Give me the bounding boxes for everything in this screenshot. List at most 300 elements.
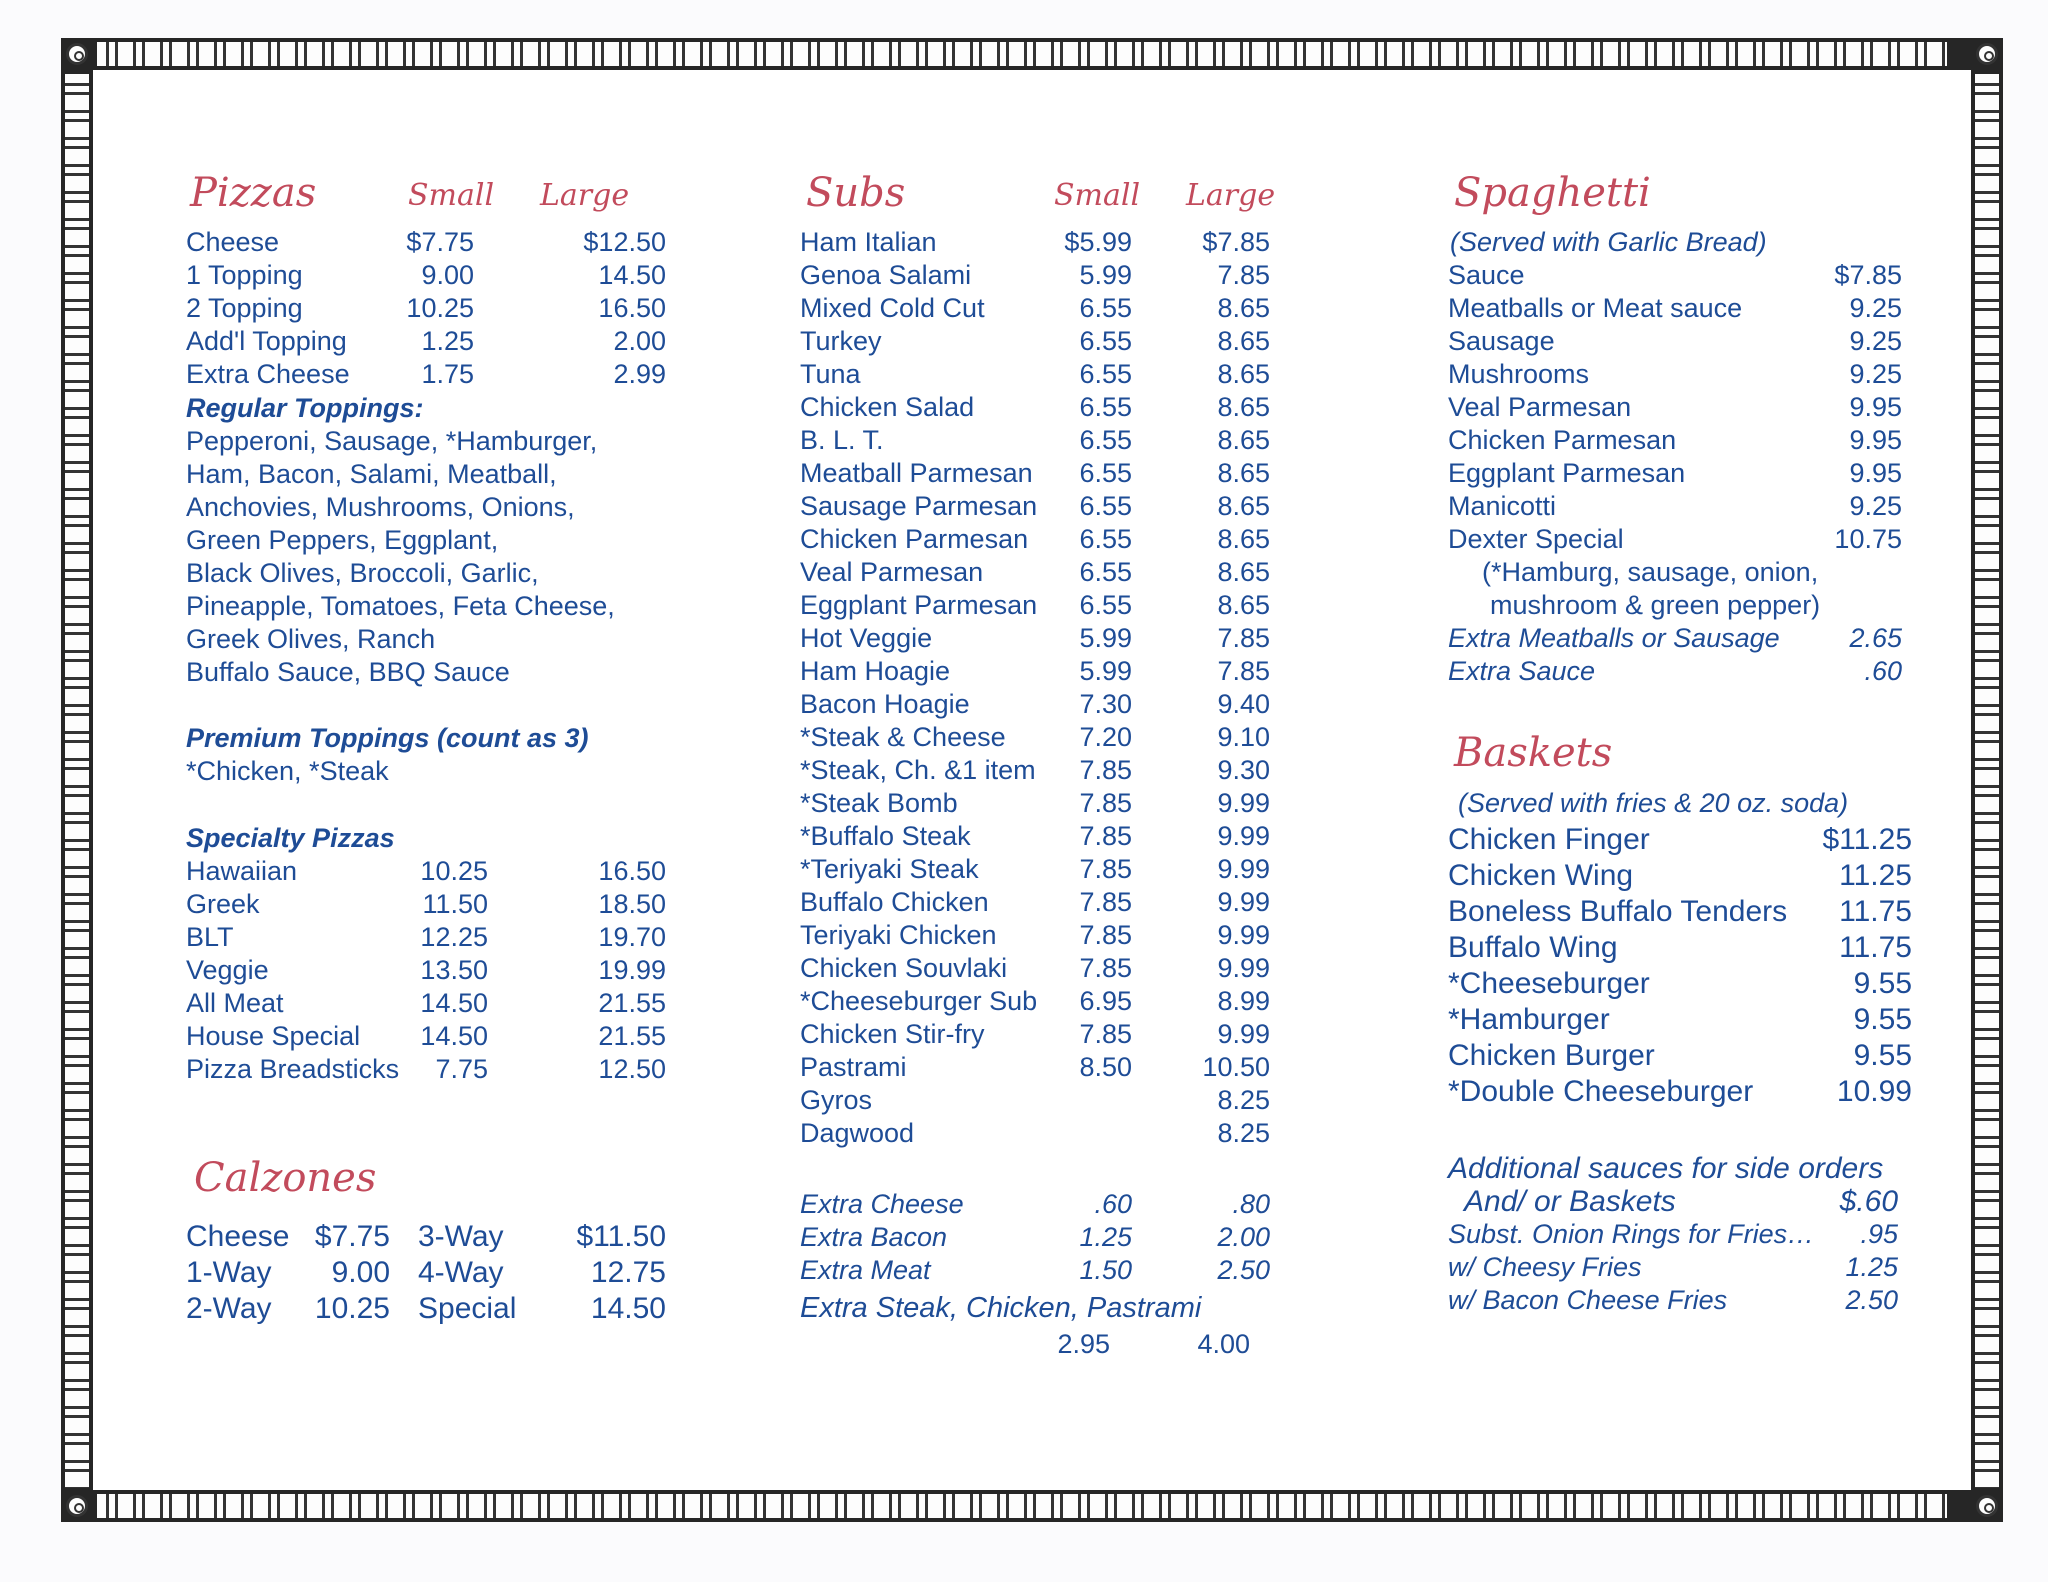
item-price: $11.50 <box>576 1220 666 1253</box>
item-name: Greek <box>186 889 260 919</box>
small-price: 7.75 <box>435 1054 488 1084</box>
extra-steak-prices <box>1050 1328 1250 1361</box>
menu-item-row <box>800 358 1280 391</box>
item-name: Extra Cheese <box>186 359 350 389</box>
menu-item-row <box>1448 1002 1928 1038</box>
menu-item-row <box>1448 1038 1928 1074</box>
dexter-special-note: (*Hamburg, sausage, onion, <box>1482 557 1819 587</box>
item-name: *Buffalo Steak <box>800 821 971 851</box>
small-price: 7.85 <box>1079 788 1132 818</box>
menu-item-row <box>1448 858 1928 894</box>
specialty-price-list <box>186 855 686 1086</box>
item-price: 9.25 <box>1849 293 1902 323</box>
small-price: 13.50 <box>420 955 488 985</box>
large-price: 2.00 <box>613 326 666 356</box>
large-price: 2.99 <box>613 359 666 389</box>
menu-item-row <box>800 424 1280 457</box>
item-name: And/ or Baskets <box>1464 1185 1676 1218</box>
item-name: All Meat <box>186 988 284 1018</box>
menu-item-row <box>800 391 1280 424</box>
specialty-pizzas-title: Specialty Pizzas <box>186 823 395 853</box>
menu-item-row <box>800 1018 1280 1051</box>
large-price: 8.65 <box>1217 590 1270 620</box>
small-price: 7.85 <box>1079 953 1132 983</box>
item-price: 10.99 <box>1836 1075 1912 1108</box>
extra-steak-label: Extra Steak, Chicken, Pastrami <box>800 1292 1202 1324</box>
dexter-special-note: mushroom & green pepper) <box>1490 590 1821 620</box>
small-price: 6.55 <box>1079 359 1132 389</box>
large-price: .80 <box>1232 1189 1270 1219</box>
item-name: Sauce <box>1448 260 1525 290</box>
item-name: Extra Sauce <box>1448 656 1596 686</box>
item-name: Extra Meat <box>800 1255 931 1285</box>
item-name: *Teriyaki Steak <box>800 854 979 884</box>
item-name: Genoa Salami <box>800 260 972 290</box>
item-name: w/ Bacon Cheese Fries <box>1448 1285 1728 1315</box>
item-name: B. L. T. <box>800 425 884 455</box>
menu-item-row <box>186 987 686 1020</box>
item-name: Manicotti <box>1448 491 1557 521</box>
menu-item-row <box>1448 325 1928 358</box>
item-name: Dagwood <box>800 1118 915 1148</box>
small-price: 1.25 <box>1079 1222 1132 1252</box>
menu-item-row <box>800 688 1280 721</box>
small-price: 6.55 <box>1079 293 1132 323</box>
item-name: Bacon Hoagie <box>800 689 970 719</box>
menu-item-row <box>186 954 686 987</box>
menu-item-row <box>800 1221 1280 1254</box>
large-price: 18.50 <box>598 889 666 919</box>
item-price: .95 <box>1860 1219 1898 1249</box>
menu-item-row <box>800 325 1280 358</box>
menu-item-row <box>186 921 686 954</box>
small-price: 9.00 <box>421 260 474 290</box>
spaghetti-extras-list <box>1448 622 1928 688</box>
item-name: *Steak, Ch. &1 item <box>800 755 1036 785</box>
topping-line: Pineapple, Tomatoes, Feta Cheese, <box>186 591 615 621</box>
large-price: 19.70 <box>598 922 666 952</box>
menu-item-row <box>186 259 686 292</box>
regular-toppings-title: Regular Toppings: <box>186 393 424 423</box>
item-price: 11.25 <box>1839 859 1912 892</box>
item-name: Veal Parmesan <box>800 557 984 587</box>
item-name: 1 Topping <box>186 260 303 290</box>
large-price: 8.99 <box>1217 986 1270 1016</box>
menu-item-row <box>800 820 1280 853</box>
item-name: House Special <box>186 1021 361 1051</box>
menu-item-row <box>1448 966 1928 1002</box>
large-price: 9.10 <box>1217 722 1270 752</box>
small-price: $7.75 <box>406 227 474 257</box>
item-price: 14.50 <box>590 1292 666 1325</box>
spaghetti-note: (Served with Garlic Bread) <box>1450 227 1767 257</box>
large-price: 19.99 <box>598 955 666 985</box>
pizzas-column <box>186 170 686 1320</box>
small-price: 7.85 <box>1079 920 1132 950</box>
menu-item-row <box>800 952 1280 985</box>
specialty-pizzas <box>186 822 686 1086</box>
item-name: Boneless Buffalo Tenders <box>1448 895 1788 928</box>
item-name: Hawaiian <box>186 856 298 886</box>
item-name: Ham Italian <box>800 227 937 257</box>
menu-item-row <box>1448 424 1928 457</box>
small-price: 6.55 <box>1079 557 1132 587</box>
large-column-header: Large <box>540 178 630 213</box>
menu-item-row <box>800 1188 1280 1221</box>
small-price: 1.75 <box>421 359 474 389</box>
item-name: Veal Parmesan <box>1448 392 1632 422</box>
item-name: *Double Cheeseburger <box>1448 1075 1754 1108</box>
item-name: Subst. Onion Rings for Fries… <box>1448 1219 1815 1249</box>
large-price: 2.50 <box>1217 1255 1270 1285</box>
topping-line: Pepperoni, Sausage, *Hamburger, <box>186 426 598 456</box>
item-price: 9.55 <box>1853 1003 1912 1036</box>
small-price: 7.85 <box>1079 821 1132 851</box>
small-price: 5.99 <box>1079 260 1132 290</box>
menu-item-row <box>800 556 1280 589</box>
menu-item-row <box>800 754 1280 787</box>
menu-item-row <box>186 1020 686 1053</box>
menu-item-row <box>186 1053 686 1086</box>
large-price: 21.55 <box>598 988 666 1018</box>
small-price: 6.55 <box>1079 326 1132 356</box>
large-price: $7.85 <box>1202 227 1270 257</box>
menu-item-row <box>1448 930 1928 966</box>
menu-item-row <box>800 985 1280 1018</box>
large-price: 9.99 <box>1217 887 1270 917</box>
topping-line: Green Peppers, Eggplant, <box>186 525 499 555</box>
calzone-row <box>186 1255 686 1291</box>
item-name: Hot Veggie <box>800 623 933 653</box>
large-price: 16.50 <box>598 856 666 886</box>
menu-item-row <box>1448 655 1928 688</box>
item-price: 12.75 <box>590 1256 666 1289</box>
menu-item-row <box>800 853 1280 886</box>
large-price: 2.00 <box>1217 1222 1270 1252</box>
item-name: Sausage <box>1448 326 1555 356</box>
pizzas-title: Pizzas <box>190 170 317 216</box>
large-price: 8.65 <box>1217 458 1270 488</box>
large-price: 7.85 <box>1217 260 1270 290</box>
item-name: Meatball Parmesan <box>800 458 1033 488</box>
item-name: Chicken Finger <box>1448 823 1650 856</box>
item-name: Mixed Cold Cut <box>800 293 985 323</box>
small-price: 5.99 <box>1079 623 1132 653</box>
menu-item-row <box>800 622 1280 655</box>
item-name: 2-Way <box>186 1292 272 1325</box>
subs-title: Subs <box>806 170 906 216</box>
small-price: .60 <box>1094 1189 1132 1219</box>
item-price: $7.75 <box>314 1220 390 1253</box>
item-name: Eggplant Parmesan <box>800 590 1038 620</box>
subs-column <box>800 170 1280 1370</box>
large-price: 7.85 <box>1217 623 1270 653</box>
menu-item-row <box>186 226 686 259</box>
regular-toppings-list <box>186 425 686 689</box>
item-name: *Cheeseburger <box>1448 967 1650 1000</box>
calzones-section <box>186 1155 686 1325</box>
item-price: 9.25 <box>1849 359 1902 389</box>
additional-sides-section <box>1448 1152 1928 1332</box>
small-price: 7.85 <box>1079 887 1132 917</box>
premium-toppings <box>186 722 686 788</box>
item-name: Dexter Special <box>1448 524 1624 554</box>
small-price: 5.99 <box>1079 656 1132 686</box>
calzone-row <box>186 1291 686 1327</box>
small-column-header: Small <box>408 178 495 213</box>
large-price: 7.85 <box>1217 656 1270 686</box>
menu-item-row <box>800 523 1280 556</box>
menu-item-row <box>1448 391 1928 424</box>
spaghetti-title: Spaghetti <box>1454 170 1651 216</box>
menu-item-row <box>1448 1074 1928 1110</box>
baskets-note: (Served with fries & 20 oz. soda) <box>1458 788 1849 818</box>
large-price: 8.65 <box>1217 524 1270 554</box>
spaghetti-price-list <box>1448 259 1928 556</box>
small-price: 14.50 <box>420 1021 488 1051</box>
item-name: Chicken Stir-fry <box>800 1019 985 1049</box>
large-price: 8.65 <box>1217 491 1270 521</box>
item-name: Turkey <box>800 326 882 356</box>
large-price: 10.50 <box>1202 1052 1270 1082</box>
menu-item-row <box>1448 490 1928 523</box>
large-price: 9.99 <box>1217 920 1270 950</box>
item-name: 2 Topping <box>186 293 303 323</box>
item-price: .60 <box>1864 656 1902 686</box>
large-price: 9.99 <box>1217 1019 1270 1049</box>
topping-line: Anchovies, Mushrooms, Onions, <box>186 492 575 522</box>
menu-item-row <box>186 888 686 921</box>
item-name: *Cheeseburger Sub <box>800 986 1038 1016</box>
additional-sauces-row <box>1448 1185 1928 1218</box>
item-name: Cheese <box>186 227 280 257</box>
item-price: 9.95 <box>1849 392 1902 422</box>
item-price: 2.65 <box>1849 623 1902 653</box>
menu-item-row <box>1448 1284 1928 1317</box>
small-price: 1.50 <box>1079 1255 1132 1285</box>
menu-item-row <box>1448 1218 1928 1251</box>
menu-item-row <box>800 1084 1280 1117</box>
menu-item-row <box>1448 358 1928 391</box>
item-price: 11.75 <box>1839 895 1912 928</box>
greek-key-border-right <box>1975 74 1999 1488</box>
item-name: *Hamburger <box>1448 1003 1610 1036</box>
corner-ornament-icon <box>1976 1495 1998 1517</box>
item-name: Buffalo Wing <box>1448 931 1618 964</box>
item-name: Chicken Parmesan <box>1448 425 1677 455</box>
item-price: 11.75 <box>1839 931 1912 964</box>
menu-item-row <box>800 886 1280 919</box>
large-price: 8.65 <box>1217 326 1270 356</box>
menu-item-row <box>186 855 686 888</box>
menu-item-row <box>1448 894 1928 930</box>
menu-item-row <box>800 589 1280 622</box>
item-name: 4-Way <box>418 1256 504 1289</box>
menu-item-row <box>186 358 686 391</box>
large-price: 16.50 <box>598 293 666 323</box>
small-price: 6.55 <box>1079 392 1132 422</box>
large-price: 8.65 <box>1217 425 1270 455</box>
item-name: Tuna <box>800 359 861 389</box>
item-price: 10.75 <box>1834 524 1902 554</box>
item-name: Pastrami <box>800 1052 907 1082</box>
calzone-row <box>186 1219 686 1255</box>
menu-item-row <box>800 1051 1280 1084</box>
corner-ornament-icon <box>66 1495 88 1517</box>
menu-item-row <box>1448 457 1928 490</box>
item-name: Sausage Parmesan <box>800 491 1038 521</box>
small-price: 6.55 <box>1079 590 1132 620</box>
item-name: *Steak & Cheese <box>800 722 1006 752</box>
additional-sides-list <box>1448 1218 1928 1317</box>
item-name: *Steak Bomb <box>800 788 958 818</box>
premium-toppings-title: Premium Toppings (count as 3) <box>186 723 589 753</box>
item-name: Pizza Breadsticks <box>186 1054 400 1084</box>
large-price: 8.65 <box>1217 293 1270 323</box>
item-name: Buffalo Chicken <box>800 887 989 917</box>
item-name: Veggie <box>186 955 269 985</box>
menu-item-row <box>800 1117 1280 1150</box>
regular-toppings <box>186 392 686 689</box>
item-price: $7.85 <box>1834 260 1902 290</box>
large-price: 9.99 <box>1217 821 1270 851</box>
menu-item-row <box>800 490 1280 523</box>
small-price: 1.25 <box>421 326 474 356</box>
small-price: 7.85 <box>1079 755 1132 785</box>
subs-price-list <box>800 226 1280 1150</box>
small-price: 6.95 <box>1079 986 1132 1016</box>
menu-item-row <box>800 919 1280 952</box>
large-price: 14.50 <box>598 260 666 290</box>
item-name: Gyros <box>800 1085 873 1115</box>
item-name: Chicken Salad <box>800 392 975 422</box>
additional-sauces-heading: Additional sauces for side orders <box>1448 1152 1884 1185</box>
corner-ornament-icon <box>1976 43 1998 65</box>
baskets-section <box>1448 730 1928 1130</box>
small-price: 6.55 <box>1079 425 1132 455</box>
large-price: 9.99 <box>1217 854 1270 884</box>
item-name: Chicken Parmesan <box>800 524 1029 554</box>
large-price: 9.40 <box>1217 689 1270 719</box>
item-price: 1.25 <box>1845 1252 1898 1282</box>
menu-item-row <box>1448 822 1928 858</box>
small-price: 7.30 <box>1079 689 1132 719</box>
topping-line: Ham, Bacon, Salami, Meatball, <box>186 459 557 489</box>
menu-item-row <box>800 1254 1280 1287</box>
menu-item-row <box>1448 523 1928 556</box>
greek-key-border-bottom <box>97 1494 1947 1518</box>
menu-item-row <box>1448 292 1928 325</box>
calzone-price-list <box>186 1219 686 1327</box>
premium-toppings-list: *Chicken, *Steak <box>186 756 389 786</box>
item-name: Add'l Topping <box>186 326 347 356</box>
small-price: 6.55 <box>1079 524 1132 554</box>
item-price: 10.25 <box>314 1292 390 1325</box>
item-price: $11.25 <box>1822 823 1912 856</box>
baskets-title: Baskets <box>1454 730 1613 776</box>
item-price: 2.50 <box>1845 1285 1898 1315</box>
item-price: $.60 <box>1839 1185 1898 1218</box>
menu-item-row <box>800 457 1280 490</box>
menu-item-row <box>1448 1251 1928 1284</box>
small-price: 7.85 <box>1079 854 1132 884</box>
menu-item-row <box>800 259 1280 292</box>
baskets-price-list <box>1448 822 1928 1110</box>
extra-steak-small-price: 2.95 <box>1057 1329 1110 1359</box>
item-name: Meatballs or Meat sauce <box>1448 293 1743 323</box>
calzones-title: Calzones <box>194 1155 377 1201</box>
menu-item-row <box>1448 622 1928 655</box>
item-name: Teriyaki Chicken <box>800 920 997 950</box>
menu-item-row <box>800 721 1280 754</box>
large-price: 12.50 <box>598 1054 666 1084</box>
small-price: 10.25 <box>406 293 474 323</box>
item-price: 9.55 <box>1853 967 1912 1000</box>
small-price: 7.85 <box>1079 1019 1132 1049</box>
item-name: Eggplant Parmesan <box>1448 458 1686 488</box>
menu-item-row <box>186 325 686 358</box>
small-price: 7.20 <box>1079 722 1132 752</box>
small-price: $5.99 <box>1064 227 1132 257</box>
small-price: 6.55 <box>1079 458 1132 488</box>
item-name: Extra Bacon <box>800 1222 948 1252</box>
small-price: 14.50 <box>420 988 488 1018</box>
corner-ornament-icon <box>66 43 88 65</box>
menu-item-row <box>800 292 1280 325</box>
small-price: 12.25 <box>420 922 488 952</box>
item-name: Chicken Wing <box>1448 859 1634 892</box>
item-name: 3-Way <box>418 1220 504 1253</box>
menu-item-row <box>800 655 1280 688</box>
large-price: 9.30 <box>1217 755 1270 785</box>
menu-item-row <box>800 787 1280 820</box>
item-name: w/ Cheesy Fries <box>1448 1252 1642 1282</box>
item-name: Chicken Souvlaki <box>800 953 1008 983</box>
small-price: 10.25 <box>420 856 488 886</box>
topping-line: Greek Olives, Ranch <box>186 624 436 654</box>
item-price: 9.95 <box>1849 425 1902 455</box>
spaghetti-column <box>1448 170 1928 690</box>
menu-item-row <box>1448 259 1928 292</box>
large-price: 8.65 <box>1217 392 1270 422</box>
item-name: Chicken Burger <box>1448 1039 1655 1072</box>
item-price: 9.95 <box>1849 458 1902 488</box>
item-price: 9.00 <box>331 1256 390 1289</box>
item-name: Ham Hoagie <box>800 656 951 686</box>
small-price: 8.50 <box>1079 1052 1132 1082</box>
item-name: BLT <box>186 922 234 952</box>
item-name: Mushrooms <box>1448 359 1590 389</box>
subs-extras-list <box>800 1188 1280 1287</box>
large-price: 9.99 <box>1217 953 1270 983</box>
small-price: 6.55 <box>1079 491 1132 521</box>
menu-item-row <box>800 226 1280 259</box>
large-price: 21.55 <box>598 1021 666 1051</box>
large-price: 8.65 <box>1217 557 1270 587</box>
large-price: $12.50 <box>583 227 666 257</box>
pizza-price-list <box>186 226 686 391</box>
greek-key-border-left <box>65 74 89 1488</box>
large-price: 8.25 <box>1217 1118 1270 1148</box>
item-price: 9.25 <box>1849 491 1902 521</box>
item-name: Extra Cheese <box>800 1189 964 1219</box>
greek-key-border-top <box>97 42 1947 66</box>
large-price: 8.25 <box>1217 1085 1270 1115</box>
menu-item-row <box>186 292 686 325</box>
item-name: 1-Way <box>186 1256 272 1289</box>
large-price: 9.99 <box>1217 788 1270 818</box>
item-name: Cheese <box>186 1220 290 1253</box>
